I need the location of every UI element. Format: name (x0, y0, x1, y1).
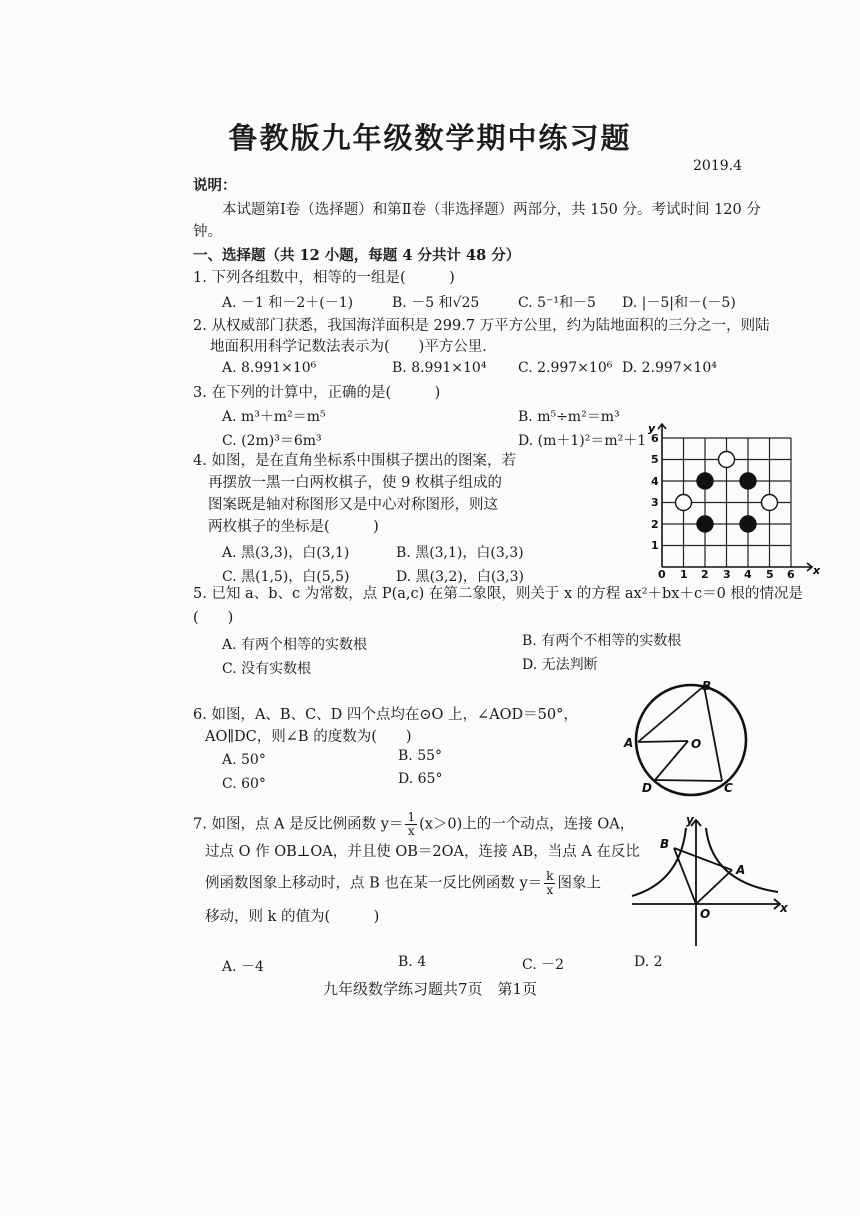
q7-stem-line-1 (193, 811, 634, 838)
q4-option-d: D. 黑(3,2)，白(3,3) (396, 569, 525, 585)
y-tick-6: 6 (651, 432, 659, 445)
intro-label: 说明： (193, 177, 237, 194)
q5-option-a: A. 有两个相等的实数根 (222, 637, 368, 653)
q6-option-d: D. 65° (398, 771, 443, 787)
fraction-k-over-x (544, 870, 555, 897)
fraction-k-numerator: k (546, 869, 554, 883)
white-stone (762, 495, 778, 511)
page-title: 鲁教版九年级数学期中练习题 (228, 121, 632, 155)
curve-1-over-x (706, 828, 778, 892)
fraction-1-numerator: 1 (407, 810, 416, 824)
label-b: B (702, 679, 712, 693)
q4-option-c: C. 黑(1,5)，白(5,5) (222, 569, 350, 585)
q6-option-c: C. 60° (222, 776, 266, 792)
q4-stem-line-4: 两枚棋子的坐标是( ) (208, 519, 379, 535)
intro-line-2: 钟。 (193, 224, 222, 240)
label-d: D (642, 781, 652, 795)
q1-option-a: A. －1 和－2＋(－1) (222, 295, 354, 311)
q2-option-a: A. 8.991×10⁶ (222, 360, 317, 376)
q7-option-a: A. －4 (222, 959, 264, 975)
q1-option-b: B. －5 和√25 (392, 295, 480, 311)
black-stone (740, 516, 756, 532)
fraction-1-denominator: x (407, 824, 415, 838)
x-tick-2: 2 (701, 568, 709, 578)
label-a: A (736, 863, 746, 877)
label-o: O (691, 737, 702, 751)
q4-stem-line-2: 再摆放一黑一白两枚棋子，使 9 枚棋子组成的 (208, 475, 502, 491)
x-tick-4: 4 (744, 568, 752, 578)
label-o: O (700, 907, 711, 921)
q3-option-b: B. m⁵÷m²＝m³ (518, 409, 620, 425)
x-tick-6: 6 (787, 568, 795, 578)
x-tick-1: 1 (680, 568, 688, 578)
label-a: A (624, 736, 634, 750)
q6-stem-line-2: AO∥DC，则∠B 的度数为( ) (205, 729, 412, 745)
q7-hyperbola-figure (628, 812, 790, 950)
q2-stem-line-2: 地面积用科学记数法表示为( )平方公里． (210, 339, 497, 355)
q2-option-d: D. 2.997×10⁴ (622, 360, 717, 376)
x-tick-5: 5 (766, 568, 774, 578)
y-tick-1: 1 (651, 539, 659, 552)
y-tick-3: 3 (651, 496, 659, 509)
white-stone (719, 452, 735, 468)
q1-option-c: C. 5⁻¹和－5 (518, 295, 596, 311)
q7-stem-line-4: 移动，则 k 的值为( ) (205, 909, 380, 925)
q7-option-c: C. －2 (522, 957, 565, 973)
section-heading: 一、选择题（共 12 小题，每题 4 分共计 48 分） (193, 247, 521, 264)
y-tick-4: 4 (651, 475, 659, 488)
x-tick-3: 3 (723, 568, 731, 578)
hyperbola-axes (632, 820, 780, 946)
intro-line-1: 本试题第Ⅰ卷（选择题）和第Ⅱ卷（非选择题）两部分，共 150 分。考试时间 120 分 (222, 202, 761, 218)
triangle-oab (674, 848, 732, 904)
q7-stem-line-3 (205, 870, 601, 897)
q3-option-c: C. (2m)³＝6m³ (222, 433, 322, 449)
q5-option-b: B. 有两个不相等的实数根 (522, 633, 682, 649)
q6-stem-line-1: 6. 如图，A、B、C、D 四个点均在⊙O 上，∠AOD＝50°， (193, 707, 578, 723)
q3-option-d: D. (m＋1)²＝m²＋1 (518, 433, 647, 449)
q6-option-a: A. 50° (222, 752, 266, 768)
q2-option-c: C. 2.997×10⁶ (518, 360, 613, 376)
q2-stem-line-1: 2. 从权威部门获悉，我国海洋面积是 299.7 万平方公里，约为陆地面积的三分之一，则陆 (193, 318, 770, 334)
q4-stem-line-3: 图案既是轴对称图形又是中心对称图形，则这 (208, 497, 498, 513)
y-tick-2: 2 (651, 518, 659, 531)
label-x: x (780, 901, 788, 915)
x-tick-0: 0 (658, 568, 666, 578)
grid-y-axis-label: y (648, 422, 656, 435)
curve-k-over-x (632, 828, 686, 896)
label-c: C (724, 781, 733, 795)
label-y: y (686, 813, 694, 827)
black-stone (697, 473, 713, 489)
q6-circle-figure (620, 676, 752, 800)
q5-stem-line-1: 5. 已知 a、b、c 为常数，点 P(a,c) 在第二象限，则关于 x 的方程 ax²＋bx＋c＝0 根的情况是 (193, 586, 803, 602)
q5-option-d: D. 无法判断 (522, 657, 598, 673)
q3-option-a: A. m³＋m²＝m⁵ (222, 409, 326, 425)
black-stone (697, 516, 713, 532)
q7-stem-part-3: 例函数图象上移动时，点 B 也在某一反比例函数 y＝ (205, 875, 543, 892)
q1-option-d: D. |－5|和－(－5) (622, 295, 736, 311)
page-footer: 九年级数学练习题共7页 第1页 (322, 980, 538, 998)
q2-option-b: B. 8.991×10⁴ (392, 360, 487, 376)
q4-option-a: A. 黑(3,3)，白(3,1) (222, 545, 350, 561)
grid-x-axis-label: x (813, 564, 821, 577)
exam-date: 2019.4 (693, 158, 742, 174)
q7-stem-part-1: 7. 如图，点 A 是反比例函数 y＝ (193, 816, 404, 833)
q3-stem: 3. 在下列的计算中，正确的是( ) (193, 385, 441, 401)
q1-stem: 1. 下列各组数中，相等的一组是( ) (193, 270, 455, 286)
label-b: B (660, 837, 670, 851)
white-stone (676, 495, 692, 511)
q5-option-c: C. 没有实数根 (222, 661, 312, 677)
q7-stem-line-2: 过点 O 作 OB⊥OA，并且使 OB＝2OA，连接 AB，当点 A 在反比 (205, 844, 640, 860)
q4-option-b: B. 黑(3,1)，白(3,3) (396, 545, 524, 561)
circle-segments (638, 686, 722, 781)
black-stone (740, 473, 756, 489)
fraction-1-over-x (405, 811, 417, 838)
y-tick-5: 5 (651, 453, 659, 466)
fraction-k-denominator: x (546, 883, 554, 897)
q7-stem-part-2: (x＞0)上的一个动点，连接 OA， (419, 816, 635, 833)
q5-stem-line-2: ( ) (193, 610, 234, 626)
q7-stem-part-4: 图象上 (557, 875, 601, 892)
q4-grid-figure (640, 418, 822, 578)
q7-option-b: B. 4 (398, 954, 427, 970)
q7-option-d: D. 2 (634, 954, 663, 970)
q4-stem-line-1: 4. 如图，是在直角坐标系中围棋子摆出的图案，若 (193, 453, 516, 469)
q6-option-b: B. 55° (398, 748, 443, 764)
